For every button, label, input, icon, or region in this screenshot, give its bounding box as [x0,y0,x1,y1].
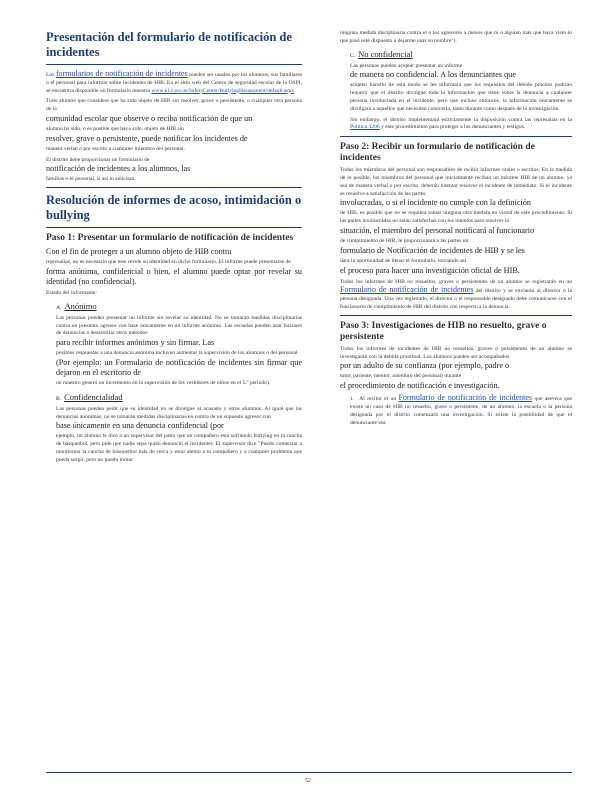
left-column [46,30,302,469]
section-rule-right [340,136,572,137]
reporter-status-label: Estado del informante: [46,289,97,296]
paragraph-forms: Los formularios de notificación de incidentes pueden ser usados por los alumnos, sus familiares o el personal para informar sobre incidentes de HIB. En el sitio web del Centro de seguridad escolar de la OSPI, se encuentra disponible un formulario muestra www.k12.wa.us/SafetyCenter/BullyingHarassment/default.aspx [46,69,302,94]
heading-rule [46,64,302,65]
confidential-label: Confidencialidad [64,391,123,402]
list-item-1: 1. Al recibir el un Formulario de notificación de incidentes que asevera que existe un caso de HIB no resuelto, grave o persistente, de un alumno, la escuela o la persona designada por el distrito comenzará una investigación. Si existe la posibilidad de que el denunciante sea [350,393,573,426]
policy-3206-link[interactable]: Política 3206 [350,124,380,131]
paragraph-district-provide: El distrito debe proporcionar un formulario de notificación de incidentes a los alumnos, las familias o el personal, si así lo solicitan. [46,156,191,183]
continued-paragraph: ninguna medida disciplinaria contra el o los agresores a menos que tú o alguien más que haya visto lo que pasó esté dispuesto a dejarme usar su nombre"). [340,30,572,44]
paragraph-who-can-report: Todo alumno que considere que ha sido objeto de HIB sin resolver, grave o persistente, o cualquier otra persona de la comunidad escolar que observe o reciba notificación de que un alumno ha sido, o es posible que haya sido, objeto de HIB sin resolver, grave o persistente, puede notificar los incidentes de manera verbal o por escrito a cualquier miembro del personal. [46,98,302,152]
right-column [340,30,572,431]
step1-heading: Paso 1: Presentar un formulario de notificación de incidentes [46,233,294,244]
list-item-confidential: B. Confidencialidad Las personas pueden pedir que su identidad no se divulgue al acusado y otros alumnos. Al igual que las denuncias anónimas, no se tomarán medidas disciplinarias en contra de un supuesto agresor con base únicamente en una denuncia confidencial (por ejemplo, un alumno le dice a un supervisor del patio que un compañero está sufriendo bullying en la cancha de básquetbol, pero pide que nadie sepa quién denunció el incidente). El supervisor dice "Puedo comenzar a monitorear la cancha de básquetbol más de cerca y estar atento a tu compañero y a cualquier problema que pueda surgir, pero no puedo tomar [56,391,302,463]
section-heading-resolution: Resolución de informes de acoso, intimidación o bullying [46,193,302,223]
heading-rule-2 [46,227,302,228]
incident-form-link-2[interactable]: Formulario de notificación de incidentes [398,393,533,403]
list-item-non-confidential: C. No confidencial Las personas pueden aceptar presentar un informe de manera no confidencial. A los denunciantes que acepten hacerlo de esta modo se les informará que los requisitos del debido proceso podrían requerir que el distrito divulgue toda la información que tiene sobre la denuncia a cualquier persona involucrada en el incidente, pero que incluso entonces, la información únicamente se divulgará a aquellos que necesiten conocerla, tanto durante como después de la investigación. Sin embargo, el distrito implementará estrictamente la disposición contra las represalias en la Política 3206 y este procedimiento para proteger a los denunciantes y testigos. [350,48,572,131]
step3-paragraph: Todos los informes de incidentes de HIB no resueltos, graves o persistentes de un alumno se investigarán con la debida prontitud. Los alumnos pueden ser acompañados por un adulto de su confianza (por ejemplo, padre o tutor, pariente, mentor, miembro del personal) durante el procedimiento de notificación e investigación. [340,345,572,391]
step1-paragraph: Con el fin de proteger a un alumno objeto de HIB contra represalias, no es necesario que este revele su identidad en dicho formulario. El informe puede presentarse de forma anónima, confidencial o bien, el alumno puede optar por revelar su identidad (no confidencial). [46,247,302,286]
footer-rule [46,772,572,773]
step2-paragraph-2: Todos los informes de HIB no resueltos, graves o persistentes de un alumno se registrarán en un Formulario de notificación de incidentes del distrito y se enviarán al director o la persona designada. Una vez registrado, el director o el responsable designado debe comunicarse con el funcionario de cumplimiento de HIB del distrito con respecto a la denuncia. [340,278,572,310]
section-heading-presentation: Presentación del formulario de notificación de incidentes [46,30,292,59]
non-confidential-label: No confidencial [358,48,413,59]
anonymous-label: Anónimo [64,300,97,311]
section-rule [46,187,302,188]
step3-heading: Paso 3: Investigaciones de HIB no resuelto, grave o persistente [340,320,547,342]
step2-heading: Paso 2: Recibir un formulario de notificación de incidentes [340,142,535,164]
section-rule-right-2 [340,315,572,316]
incident-form-link[interactable]: Formulario de notificación de incidentes [340,285,474,295]
page-number: 52 [305,778,311,784]
list-item-anonymous: A. Anónimo Las personas pueden presentar un informe sin revelar su identidad. No se tomarán medidas disciplinarias contra un presunto agresor con base únicamente en un informe anónimo. Las escuelas pueden usar buzones de denuncias o desarrollar otros métodos para recibir informes anónimos y sin firmar. Las posibles respuestas a una denuncia anónima incluyen aumentar la supervisión de los alumnos o del personal (Por ejemplo: un Formulario de notificación de incidentes sin firmar que dejaron en el escritorio de un maestro generó un incremento en la supervisión de los vestidores de niños en el 5.º período). [56,300,302,386]
forms-link[interactable]: formularios de notificación de incidentes [55,69,188,78]
ospi-url-link[interactable]: www.k12.wa.us/SafetyCenter/BullyingHarassment/default.aspx [151,87,295,94]
step2-paragraph: Todos los miembros del personal son responsables de recibir informes orales o escritos. En la medida de lo posible, los miembros del personal que inicialmente reciban un informe HIB de un alumno, ya sea de manera verbal o por escrito, deberán intentar resolver el incidente de inmediato. Si el incidente se resuelve a satisfacción de las partes involucradas, o si el incidente no cumple con la definición de HIB, es posible que no se requiera tomar ninguna otra medida en virtud de este procedimiento. Si las partes involucradas no están satisfechas con los intentos para resolver la situación, el miembro del personal notificará al funcionario de cumplimiento de HIB, le proporcionará a las partes un formulario de Notificación de incidentes de HIB y se les dará la oportunidad de llenar el formulario, iniciando así el proceso para hacer una investigación oficial de HIB. [340,167,572,275]
